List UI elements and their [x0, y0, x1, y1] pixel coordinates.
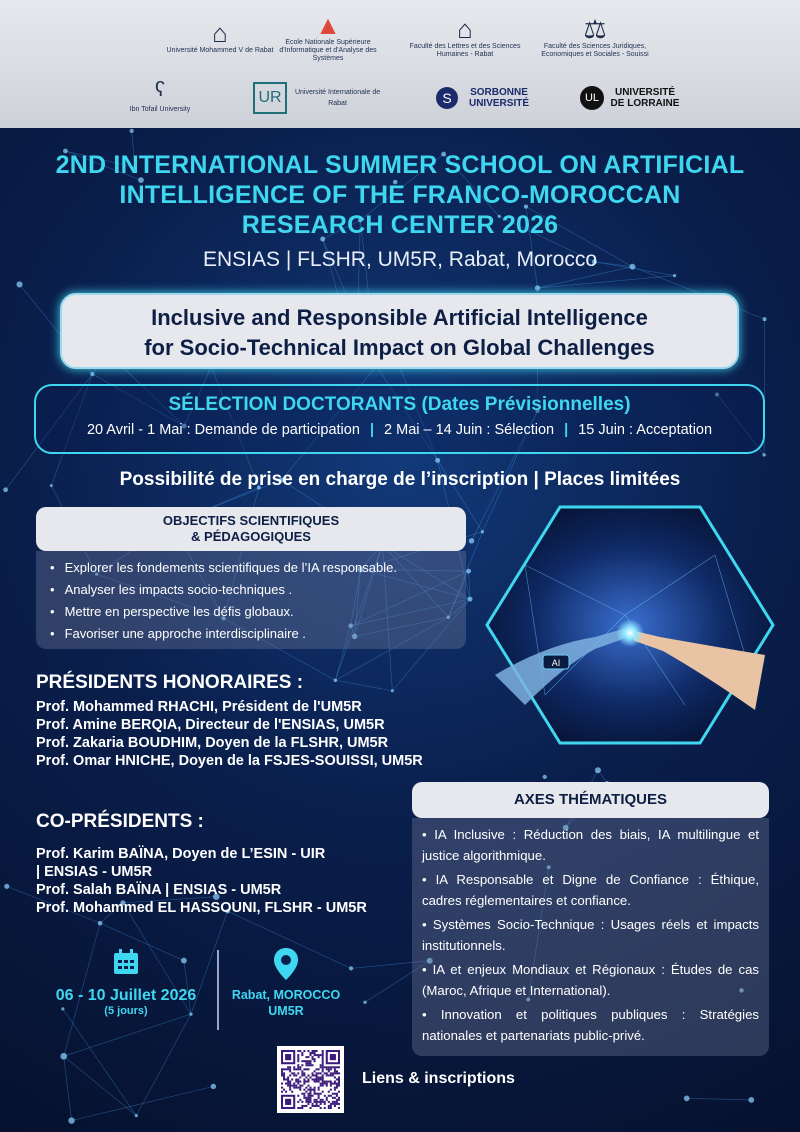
- list-item: Prof. Mohammed EL HASSOUNI, FLSHR - UM5R: [36, 900, 367, 916]
- list-item: • Systèmes Socio-Technique : Usages réels et impacts institutionnels.: [422, 914, 759, 956]
- objectives-heading-line-1: OBJECTIFS SCIENTIFIQUES: [162, 513, 340, 528]
- logo-uir: UR Université Internationale de Rabat: [248, 78, 388, 118]
- title-line-1: 2ND INTERNATIONAL SUMMER SCHOOL ON ARTIFICIAL: [55, 151, 745, 179]
- selection-box: [34, 384, 765, 454]
- list-item: Prof. Salah BAÏNA | ENSIAS - UM5R: [36, 882, 282, 898]
- theme-line-1: Inclusive and Responsible Artificial Intelligence: [151, 305, 648, 330]
- selection-heading: SÉLECTION DOCTORANTS (Dates Prévisionnelles): [168, 394, 631, 415]
- event-location: [226, 947, 346, 1019]
- list-item: • IA Responsable et Digne de Confiance : Éthique, cadres réglementaires et confiance.: [422, 869, 759, 911]
- objectives-heading: [36, 507, 466, 551]
- registration-note: Possibilité de prise en charge de l’inscription | Places limitées: [119, 469, 681, 490]
- selection-date-acceptance: 15 Juin : Acceptation: [578, 422, 713, 438]
- qr-code-icon: [281, 1050, 340, 1109]
- list-item: Prof. Omar HNICHE, Doyen de la FSJES-SOUISSI, UM5R: [36, 753, 423, 769]
- list-item: • Analyser les impacts socio-techniques .: [50, 579, 466, 601]
- logo-ensias: ▲ Ecole Nationale Supérieure d'Informatique et d'Analyse des Systèmes: [279, 10, 377, 62]
- list-item: Prof. Karim BAÏNA, Doyen de L’ESIN - UIR: [36, 846, 326, 862]
- logo-fsjes: ⚖ Faculté des Sciences Juridiques, Economiques et Sociales - Souissi: [541, 14, 649, 58]
- objectives-list: [36, 551, 466, 649]
- event-duration: (5 jours): [104, 1005, 148, 1017]
- logo-um5r: ⌂ Université Mohammed V de Rabat: [166, 18, 274, 54]
- logos-band: [0, 0, 800, 128]
- list-item: | ENSIAS - UM5R: [36, 864, 153, 880]
- copresidents-heading: CO-PRÉSIDENTS :: [36, 811, 204, 832]
- qr-code[interactable]: [277, 1046, 344, 1113]
- selection-dates: [36, 422, 763, 438]
- selection-date-selection: 2 Mai – 14 Juin : Sélection: [384, 422, 555, 438]
- title-line-3: RESEARCH CENTER 2026: [241, 211, 559, 239]
- ai-hand-illustration: [485, 505, 775, 745]
- list-item: • Explorer les fondements scientifiques de l’IA responsable.: [50, 557, 466, 579]
- axes-list: [412, 818, 769, 1056]
- event-title: [20, 150, 780, 240]
- logo-lorraine: UL UNIVERSITÉ DE LORRAINE: [575, 78, 685, 118]
- event-date-range: 06 - 10 Juillet 2026: [55, 987, 197, 1004]
- location-institution: UM5R: [268, 1004, 304, 1018]
- separator: |: [564, 422, 569, 438]
- divider: [217, 950, 219, 1030]
- list-item: • Favoriser une approche interdisciplinaire .: [50, 623, 466, 645]
- list-item: • IA et enjeux Mondiaux et Régionaux : Études de cas (Maroc, Afrique et International).: [422, 959, 759, 1001]
- list-item: Prof. Mohammed RHACHI, Président de l'UM5R: [36, 699, 362, 715]
- location-city: Rabat, MOROCCO: [231, 988, 341, 1002]
- co-presidents: [36, 811, 406, 917]
- theme-box: [60, 293, 739, 369]
- objectives-heading-line-2: & PÉDAGOGIQUES: [191, 529, 311, 544]
- links-label: Liens & inscriptions: [362, 1070, 515, 1087]
- location-pin-icon: [226, 947, 346, 981]
- logo-flshr: ⌂ Faculté des Lettres et des Sciences Humaines - Rabat: [409, 14, 521, 58]
- event-dates: [36, 947, 216, 1017]
- list-item: • IA Inclusive : Réduction des biais, IA multilingue et justice algorithmique.: [422, 824, 759, 866]
- honorary-heading: PRÉSIDENTS HONORAIRES :: [36, 672, 304, 693]
- logo-sorbonne: S SORBONNE UNIVERSITÉ: [425, 78, 545, 118]
- list-item: Prof. Zakaria BOUDHIM, Doyen de la FLSHR, UM5R: [36, 735, 389, 751]
- axes-heading: AXES THÉMATIQUES: [412, 782, 769, 818]
- calendar-icon: [36, 947, 216, 977]
- list-item: • Mettre en perspective les défis globaux.: [50, 601, 466, 623]
- ai-chip-label: AI: [551, 658, 561, 668]
- list-item: Prof. Amine BERQIA, Directeur de l'ENSIAS, UM5R: [36, 717, 385, 733]
- event-subtitle: ENSIAS | FLSHR, UM5R, Rabat, Morocco: [202, 248, 598, 271]
- title-line-2: INTELLIGENCE OF THE FRANCO-MOROCCAN: [119, 181, 681, 209]
- separator: |: [369, 422, 374, 438]
- honorary-presidents: [36, 672, 476, 770]
- logo-ibn-tofail: ʕ Ibn Tofail University: [129, 78, 191, 113]
- theme-line-2: for Socio-Technical Impact on Global Challenges: [144, 335, 655, 360]
- selection-date-application: 20 Avril - 1 Mai : Demande de participation: [86, 422, 360, 438]
- list-item: • Innovation et politiques publiques : Stratégies nationales et partenariats public-privé.: [422, 1004, 759, 1046]
